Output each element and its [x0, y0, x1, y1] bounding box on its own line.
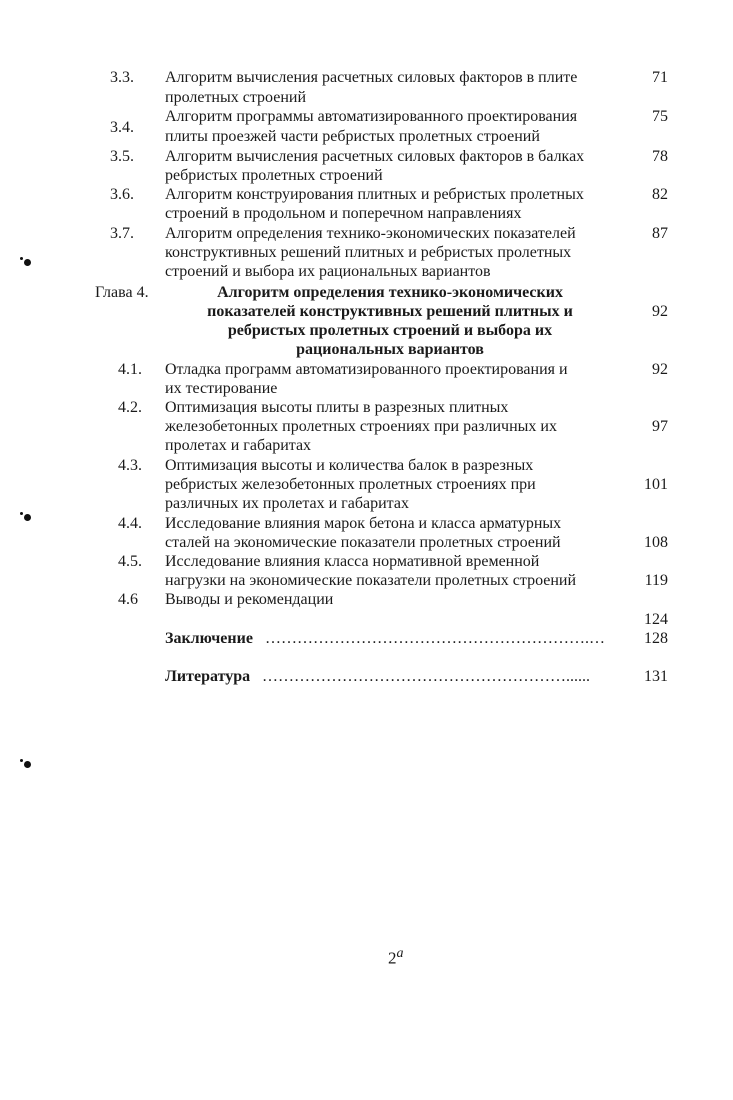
- literature-label: Литература: [165, 668, 251, 685]
- entry-page: 124: [644, 611, 668, 628]
- entry-page: 101: [644, 476, 668, 493]
- entry-text: пролетах и габаритах: [165, 437, 312, 454]
- entry-text: конструктивных решений плитных и ребристых пролетных: [165, 244, 572, 261]
- entry-text: Исследование влияния марок бетона и класса арматурных: [165, 515, 562, 532]
- entry-text: ребристых железобетонных пролетных строениях при: [165, 476, 536, 493]
- entry-text: сталей на экономические показатели пролетных строений: [165, 534, 561, 551]
- entry-text: плиты проезжей части ребристых пролетных строений: [165, 128, 540, 145]
- entry-text: Оптимизация высоты плиты в разрезных плитных: [165, 399, 509, 416]
- entry-number: 4.1.: [118, 361, 142, 378]
- entry-page: 82: [652, 186, 668, 203]
- punch-hole-mark: [24, 259, 31, 266]
- conclusion-label: Заключение: [165, 630, 253, 647]
- literature-page: 131: [644, 668, 668, 685]
- entry-page: 78: [652, 148, 668, 165]
- chapter-page: 92: [652, 303, 668, 320]
- punch-hole-mark: [24, 761, 31, 768]
- entry-text: пролетных строений: [165, 89, 307, 106]
- entry-number: 3.6.: [110, 186, 134, 203]
- page-number-suffix: а: [396, 946, 404, 961]
- entry-text: различных их пролетах и габаритах: [165, 495, 409, 512]
- conclusion-page: 128: [644, 630, 668, 647]
- entry-text: Отладка программ автоматизированного проектирования и: [165, 361, 568, 378]
- chapter-title: ребристых пролетных строений и выбора их: [227, 322, 553, 339]
- entry-page: 108: [644, 534, 668, 551]
- entry-page: 87: [652, 225, 668, 242]
- entry-text: Алгоритм вычисления расчетных силовых факторов в балках: [165, 148, 585, 165]
- chapter-label: Глава 4.: [95, 284, 149, 301]
- entry-text: строений в продольном и поперечном направлениях: [165, 205, 522, 222]
- entry-page: 75: [652, 108, 668, 125]
- entry-text: Оптимизация высоты и количества балок в разрезных: [165, 457, 534, 474]
- entry-page: 71: [652, 69, 668, 86]
- entry-number: 3.7.: [110, 225, 134, 242]
- entry-text: Алгоритм определения технико-экономических показателей: [165, 225, 576, 242]
- leader-dots: …………………………………………………......: [262, 668, 590, 685]
- entry-text: их тестирование: [165, 380, 278, 397]
- entry-number: 4.4.: [118, 515, 142, 532]
- entry-number: 3.5.: [110, 148, 134, 165]
- punch-hole-mark: [24, 514, 31, 521]
- leader-dots: …………………………………………………….…: [265, 630, 605, 647]
- entry-number: 3.3.: [110, 69, 134, 86]
- page-number: [388, 944, 404, 969]
- chapter-title: рациональных вариантов: [296, 341, 484, 358]
- entry-number: 4.6: [118, 591, 138, 608]
- entry-text: железобетонных пролетных строениях при различных их: [165, 418, 557, 435]
- entry-number: 4.5.: [118, 553, 142, 570]
- entry-text: Алгоритм конструирования плитных и ребристых пролетных: [165, 186, 584, 203]
- entry-text: Выводы и рекомендации: [165, 591, 334, 608]
- entry-text: ребристых пролетных строений: [165, 167, 383, 184]
- entry-number: 4.2.: [118, 399, 142, 416]
- entry-text: Алгоритм вычисления расчетных силовых факторов в плите: [165, 69, 578, 86]
- page-number-digit: 2: [388, 948, 397, 968]
- entry-page: 119: [644, 572, 668, 589]
- entry-page: 92: [652, 361, 668, 378]
- entry-number: 4.3.: [118, 457, 142, 474]
- entry-text: Исследование влияния класса нормативной временной: [165, 553, 540, 570]
- entry-number: 3.4.: [110, 119, 134, 136]
- entry-text: нагрузки на экономические показатели пролетных строений: [165, 572, 577, 589]
- entry-page: 97: [652, 418, 668, 435]
- chapter-title: показателей конструктивных решений плитных и: [207, 303, 573, 320]
- entry-text: Алгоритм программы автоматизированного проектирования: [165, 108, 578, 125]
- chapter-title: Алгоритм определения технико-экономических: [217, 284, 563, 301]
- entry-text: строений и выбора их рациональных вариантов: [165, 263, 491, 280]
